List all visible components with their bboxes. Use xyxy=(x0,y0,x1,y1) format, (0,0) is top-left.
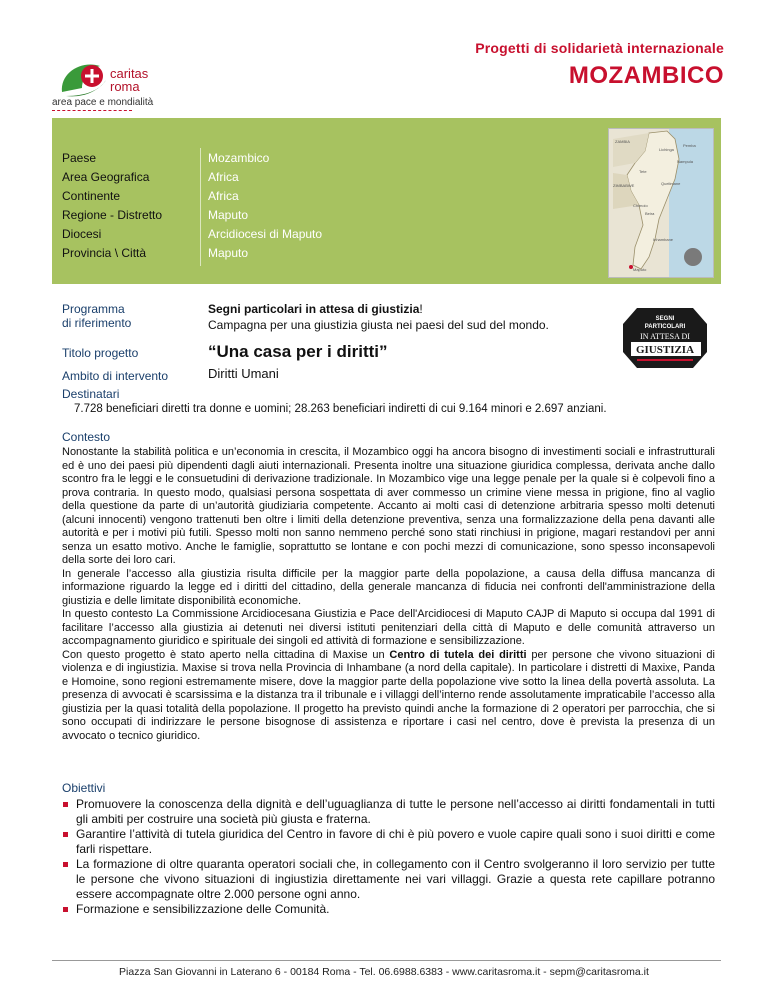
logo-divider xyxy=(52,110,132,111)
titolo-value: “Una casa per i diritti” xyxy=(208,342,388,361)
contesto-body xyxy=(62,446,715,743)
programma-label-1: Programma xyxy=(62,302,125,316)
map-label: Chimoio xyxy=(633,203,648,208)
programma-bold-suffix: ! xyxy=(419,302,423,316)
info-label: Continente xyxy=(62,189,121,203)
info-label: Regione - Distretto xyxy=(62,208,163,222)
map-label: Lichinga xyxy=(659,147,674,152)
ambito-label: Ambito di intervento xyxy=(62,369,169,383)
mozambique-map xyxy=(608,128,714,278)
map-icon xyxy=(609,129,713,277)
badge-line1: SEGNI xyxy=(655,316,675,322)
obiettivo-item: La formazione di oltre quaranta operatori sociali che, in collegamento con il Centro svolgeranno il loro servizio per tutte le persone che vivono situazioni di ingiustizia direttamente nei vari villaggi. Grazie a questa rete capillare potranno essere accompagnate oltre 2.000 persone ogni anno. xyxy=(62,857,715,902)
info-label: Provincia \ Città xyxy=(62,246,147,260)
destinatari-text: 7.728 beneficiari diretti tra donne e uomini; 28.263 beneficiari indiretti di cui 9.164 minori e 2.697 anziani. xyxy=(74,403,607,415)
page-title: MOZAMBICO xyxy=(568,62,724,89)
titolo-label: Titolo progetto xyxy=(62,346,139,360)
org-name-line2: roma xyxy=(110,79,140,94)
info-divider xyxy=(200,148,201,266)
footer-contacts: Piazza San Giovanni in Laterano 6 - 00184 Roma - Tel. 06.6988.6383 - www.caritasroma.it - sepm@caritasroma.it xyxy=(119,966,649,978)
campaign-badge-icon xyxy=(617,306,713,370)
map-label: ZAMBIA xyxy=(615,139,630,144)
ambito-value: Diritti Umani xyxy=(208,366,279,381)
info-value: Maputo xyxy=(208,246,249,260)
info-value: Maputo xyxy=(208,208,249,222)
info-label: Area Geografica xyxy=(62,170,150,184)
map-label: ZIMBABWE xyxy=(613,183,635,188)
contesto-bold: Centro di tutela dei diritti xyxy=(389,648,527,661)
org-name-line1: caritas xyxy=(110,66,149,81)
info-label: Paese xyxy=(62,151,97,165)
programma-bold: Segni particolari in attesa di giustizia xyxy=(208,302,420,316)
contesto-label: Contesto xyxy=(62,430,111,444)
map-label: Pemba xyxy=(683,143,696,148)
map-label: Tete xyxy=(639,169,647,174)
info-value: Mozambico xyxy=(208,151,270,165)
badge-line4: GIUSTIZIA xyxy=(635,344,695,356)
contesto-paragraph: In questo contesto La Commissione Arcidiocesana Giustizia e Pace dell'Arcidiocesi di Maputo CAJP di Maputo si occupa dal 1991 di facilitare l’accesso alla giustizia ai detenuti nei diversi istituti penitenziari della città di Maputo e delle comunità attraverso un accompagnamento giuridico e spirituale dei singoli ed attività di formazione e sensibilizzazione. xyxy=(62,608,715,647)
info-value: Arcidiocesi di Maputo xyxy=(208,227,323,241)
map-label: Beira xyxy=(645,211,655,216)
obiettivi-label: Obiettivi xyxy=(62,781,106,795)
info-value: Africa xyxy=(208,170,239,184)
page-subtitle: Progetti di solidarietà internazionale xyxy=(475,40,724,56)
obiettivo-item: Garantire l’attività di tutela giuridica del Centro in favore di chi è più povero e vuole capire quali sono i suoi diritti e come farli rispettare. xyxy=(62,827,715,857)
badge-line3: IN ATTESA DI xyxy=(640,332,690,341)
map-label: Quelimane xyxy=(661,181,681,186)
contesto-paragraph: Nonostante la stabilità politica e un’economia in crescita, il Mozambico oggi ha ancora bisogno di investimenti sociali e infrastrutturali ed è uno dei paesi più dipendenti dagli aiuti internazionali. Presenta inoltre una situazione giuridica complessa, derivata anche dallo scontro fra le leggi e le consuetudini di derivazione tradizionale. In Mozambico vige una legge penale per la quale si è colpevoli fino a prova contraria. In questo modo, qualsiasi persona sospettata di aver commesso un crimine viene messa in prigione, fino al vaglio della questione da parte di un’autorità giudiziaria competente. Accanto ai molti casi di detenzione arbitraria spesso molti detenuti (alcuni innocenti) vengono trattenuti ben oltre i limiti della detenzione preventiva, senza una formalizzazione della pena davanti alle autorità e per i motivi più futili. Spesso molti non sanno nemmeno perché sono stati rinchiusi in prigione, magari restandovi per anni senza un esatto motivo. Anche le famiglie, soprattutto se lontane e con pochi mezzi di comunicazione, sono spesso inconsapevoli della sorte dei loro cari. xyxy=(62,446,715,566)
obiettivo-item: Promuovere la conoscenza della dignità e dell’uguaglianza di tutte le persone nell’accesso ai diritti fondamentali in tutti gli ambiti per costruire una società più giusta e fraterna. xyxy=(62,797,715,827)
obiettivo-item: Formazione e sensibilizzazione delle Comunità. xyxy=(62,902,715,917)
obiettivi-list xyxy=(62,797,715,917)
footer-divider xyxy=(52,960,721,961)
contesto-text: Con questo progetto è stato aperto nella cittadina di Maxise un xyxy=(62,648,390,661)
map-label: Maputo xyxy=(633,267,647,272)
contesto-paragraph: In generale l’accesso alla giustizia risulta difficile per la maggior parte della popolazione, a causa della diffusa mancanza di informazione riguardo la legge ed i diritti del cittadino, della generale mancanza di fiducia nei confronti dell'amministrazione della giustizia e delle limitate disponibilità economiche. xyxy=(62,567,715,607)
programma-value-2: Campagna per una giustizia giusta nei paesi del sud del mondo. xyxy=(208,318,549,332)
obiettivi-list-wrap xyxy=(62,797,715,917)
programma-label-2: di riferimento xyxy=(62,316,132,330)
map-label: Nampula xyxy=(677,159,694,164)
contesto-paragraph xyxy=(62,649,715,744)
programma-value xyxy=(208,302,423,316)
map-label: Inhambane xyxy=(653,237,674,242)
destinatari-label: Destinatari xyxy=(62,387,120,401)
contesto-text: per persone che vivono situazioni di violenza e di ingiustizia. Maxise si trova nella Provincia di Inhambane (a nord della capitale). In particolare i distretti di Maxixe, Panda e Homoine, sono regioni estremamente misere, dove la maggior parte della popolazione vive sotto la linea della povertà assoluta. La presenza di avvocati è scarsissima e la distanza tra il tribunale e i villaggi dell’interno rende assolutamente impraticabile l’accesso alla giustizia per la quasi totalità della popolazione. Il progetto ha previsto quindi anche la formazione di 2 operatori per parrocchia, che si sono occupati di indirizzare le persone bisognose di assistenza e riportare i casi nel centro, dove è prevista la presenza di un avvocato o tecnico giuridico. xyxy=(62,648,715,742)
badge-line2: PARTICOLARI xyxy=(644,324,686,330)
info-label: Diocesi xyxy=(62,227,102,241)
org-subtitle: area pace e mondialità xyxy=(52,97,154,108)
info-value: Africa xyxy=(208,189,239,203)
